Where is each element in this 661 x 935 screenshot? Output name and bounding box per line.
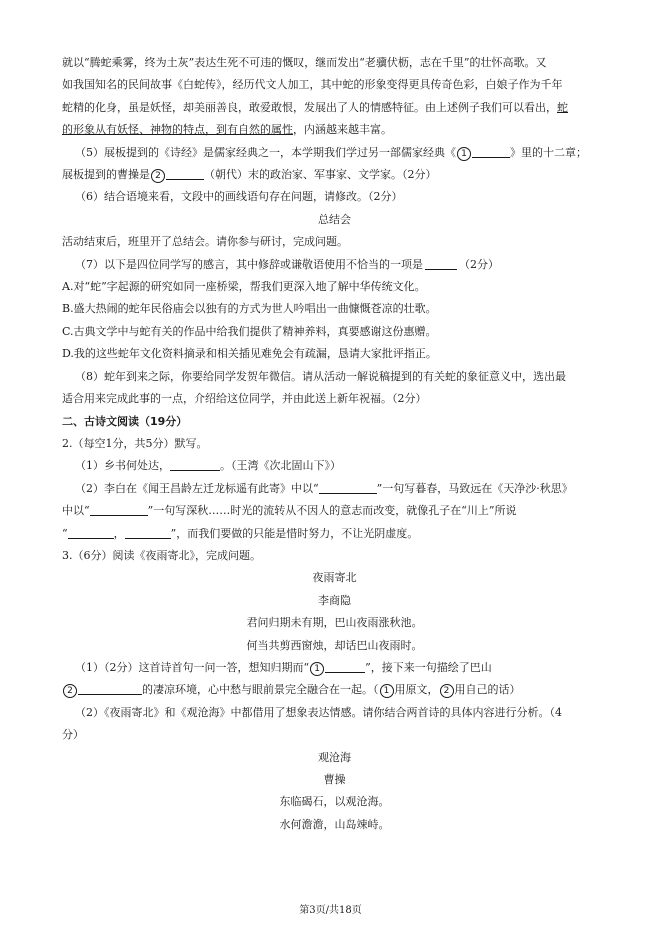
q5-text-a: （5）展板提到的《诗经》是儒家经典之一，本学期我们学过另一部儒家经典《 bbox=[75, 145, 456, 159]
option-a: A.对“蛇”字起源的研究如同一座桥梁，帮我们更深入地了解中华传统文化。 bbox=[62, 280, 426, 294]
circled-number-1: 1 bbox=[380, 684, 394, 698]
item-2-line-3 bbox=[62, 500, 607, 522]
option-d: D.我的这些蛇年文化资料摘录和相关插见难免会有疏漏，恳请大家批评指正。 bbox=[62, 347, 437, 361]
section-heading: 二、古诗文阅读（19分） bbox=[62, 414, 188, 428]
q5-blank-1[interactable] bbox=[472, 144, 510, 158]
q5-blank-2[interactable] bbox=[166, 166, 204, 180]
option-b: B.盛大热闹的蛇年民俗庙会以独有的方式为世人吟唱出一曲慷慨苍凉的壮歌。 bbox=[62, 302, 437, 316]
q5-text-c: 展板提到的曹操是 bbox=[62, 168, 150, 182]
item2-l2-text-a: （2）李白在《闻王昌龄左迁龙标遥有此寄》中以“ bbox=[75, 481, 319, 495]
item3-blank-2[interactable] bbox=[78, 681, 142, 695]
item-3-q2-line-2: 分） bbox=[62, 728, 84, 742]
intro-line-4 bbox=[62, 119, 607, 141]
question-8-line-1: （8）蛇年到来之际，你要给同学发贺年微信。请从活动一解说稿提到的有关蛇的象征意义中，选出最 bbox=[75, 369, 566, 383]
circled-number-2: 2 bbox=[151, 169, 165, 183]
underlined-sentence-start: 蛇 bbox=[557, 100, 568, 114]
question-5-line-1 bbox=[62, 142, 607, 164]
item2-l2-text-b: ”一句写暮春，马致远在《天净沙·秋思》 bbox=[376, 481, 573, 495]
item2-l4-comma: ， bbox=[113, 526, 125, 540]
circled-number-1: 1 bbox=[457, 147, 471, 161]
item-2-line-4 bbox=[62, 523, 607, 545]
item-2-line-2 bbox=[62, 478, 607, 500]
question-5-line-2 bbox=[62, 164, 607, 186]
item3-q1-text-c: 的凄凉环境，心中愁与眼前景完全融合在一起。（ bbox=[142, 683, 379, 697]
q7-answer-blank[interactable] bbox=[425, 256, 457, 270]
item-2-head: 2.（每空1分，共5分）默写。 bbox=[62, 436, 208, 450]
item2-l3-text-b: ”一句写深秋……时光的流转从不因人的意志而改变，就像孔子在“川上”所说 bbox=[147, 504, 517, 518]
item2-blank-1[interactable] bbox=[170, 457, 220, 471]
item-3-q2-line-1: （2）《夜雨寄北》和《观沧海》中都借用了想象表达情感。请你结合两首诗的具体内容进行分析。（4 bbox=[75, 705, 562, 719]
poem-1-title: 夜雨寄北 bbox=[312, 571, 357, 585]
option-c: C.古典文学中与蛇有关的作品中给我们提供了精神养料，真要感谢这份惠赠。 bbox=[62, 324, 437, 338]
item3-q1-text-d: 用原文， bbox=[394, 683, 439, 697]
page-footer: 第3页/共18页 bbox=[299, 905, 362, 916]
question-6: （6）结合语境来看，文段中的画线语句存在问题，请修改。（2分） bbox=[75, 190, 403, 204]
poem-1-author: 李商隐 bbox=[318, 593, 351, 607]
item-3-q1-line-2 bbox=[62, 679, 607, 701]
question-7-stem bbox=[62, 254, 607, 276]
item2-l4-quote: “ bbox=[62, 526, 68, 540]
item3-q1-text-e: 用自己的话） bbox=[454, 683, 521, 697]
poem-2-author: 曹操 bbox=[323, 773, 346, 786]
item-2-line-1 bbox=[62, 455, 607, 477]
item2-blank-3[interactable] bbox=[90, 502, 148, 516]
intro-line-4-text: ，内涵越来越丰富。 bbox=[293, 123, 392, 137]
item2-l1-text-a: （1）乡书何处达， bbox=[75, 459, 170, 473]
item2-blank-2[interactable] bbox=[319, 480, 377, 494]
item3-blank-1[interactable] bbox=[325, 659, 365, 673]
q5-text-b: 》里的十二章； bbox=[510, 145, 587, 159]
question-8-line-2: 适合用来完成此事的一点，介绍给这位同学，并由此送上新年祝福。（2分） bbox=[62, 392, 427, 406]
summary-title: 总结会 bbox=[318, 212, 351, 226]
poem-2-line-1: 东临碣石，以观沧海。 bbox=[279, 795, 390, 809]
intro-line-1: 就以“腾蛇乘雾，终为土灰”表达生死不可违的慨叹，继而发出“老骥伏枥，志在千里”的壮怀高歌。又 bbox=[62, 56, 547, 69]
item3-q1-text-b: ”，接下来一句描绘了巴山 bbox=[365, 660, 492, 674]
circled-number-2: 2 bbox=[440, 684, 454, 698]
intro-line-3 bbox=[62, 97, 607, 119]
page-content bbox=[62, 52, 607, 836]
item2-l1-text-b: 。（王湾《次北固山下》） bbox=[220, 459, 341, 473]
poem-1-line-1: 君问归期未有期，巴山夜雨涨秋池。 bbox=[246, 616, 423, 630]
intro-line-2: 如我国知名的民间故事《白蛇传》，经历代文人加工，其中蛇的形象变得更具传奇色彩，白娘子作为千年 bbox=[62, 78, 563, 92]
q5-text-d: （朝代）末的政治家、军事家、文学家。（2分） bbox=[204, 168, 437, 182]
item3-q1-text-a: （1）（2分）这首诗首句一问一答，想知归期而“ bbox=[75, 660, 310, 674]
item2-blank-4[interactable] bbox=[68, 525, 114, 539]
intro-line-3-text: 蛇精的化身，虽是妖怪，却美丽善良，敢爱敢恨，发展出了人的情感特征。由上述例子我们可以看出， bbox=[62, 100, 557, 114]
item2-blank-5[interactable] bbox=[125, 525, 171, 539]
circled-number-1: 1 bbox=[310, 662, 324, 676]
poem-1-line-2: 何当共剪西窗烛，却话巴山夜雨时。 bbox=[246, 638, 423, 652]
underlined-sentence-end: 的形象从有妖怪、神物的特点，到有自然的属性 bbox=[62, 123, 293, 137]
item-3-q1-line-1 bbox=[62, 657, 607, 679]
poem-2-line-2: 水何澹澹，山岛竦峙。 bbox=[279, 817, 390, 831]
q7-stem-text: （7）以下是四位同学写的感言，其中修辞或谦敬语使用不恰当的一项是 bbox=[75, 257, 423, 271]
item2-l4-text: ”，而我们要做的只能是惜时努力，不让光阴虚度。 bbox=[170, 526, 419, 540]
summary-text: 活动结束后，班里开了总结会。请你参与研讨，完成问题。 bbox=[62, 235, 348, 249]
item2-l3-text-a: 中以“ bbox=[62, 504, 90, 518]
circled-number-2: 2 bbox=[63, 684, 77, 698]
q7-score: （2分） bbox=[459, 257, 499, 271]
poem-2-title: 观沧海 bbox=[318, 750, 351, 764]
item-3-head: 3.（6分）阅读《夜雨寄北》，完成问题。 bbox=[62, 548, 261, 562]
